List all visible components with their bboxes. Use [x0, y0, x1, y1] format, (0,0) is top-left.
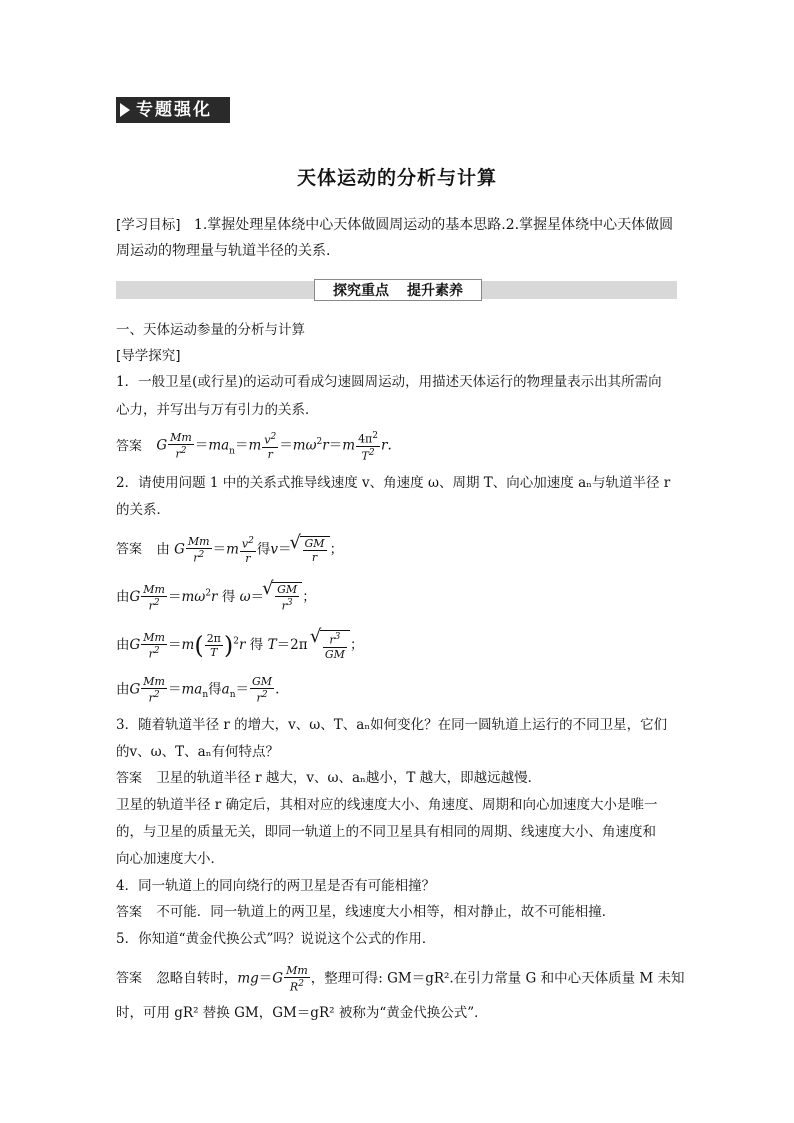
- triangle-arrow-icon: [120, 103, 130, 117]
- word-you: 由: [156, 541, 170, 558]
- answer-label: 答案: [116, 771, 143, 786]
- q3-line1: 3．随着轨道半径 r 的增大，v、ω、T、aₙ如何变化？在同一圆轨道上运行的不同卫星，它们: [116, 717, 668, 733]
- q1-line1: 1．一般卫星(或行星)的运动可看成匀速圆周运动，用描述天体运行的物理量表示出其所需向: [116, 374, 662, 390]
- q5: 5．你知道“黄金代换公式”吗？说说这个公式的作用．: [116, 931, 436, 947]
- a2-accel: 由G $\frac{Mm}{r^2}$ $=ma_n$得$a_n=$ $\frac{GM}{r^2}$ .: [116, 675, 280, 705]
- word-you: 由: [116, 588, 130, 605]
- word-de: 得: [208, 681, 222, 698]
- q2-line1: 2．请使用问题 1 中的关系式推导线速度 v、角速度 ω、周期 T、向心加速度 aₙ与轨道半径 r: [116, 475, 671, 491]
- a4: [116, 902, 615, 923]
- section-bar-label: [314, 279, 482, 301]
- word-you: 由: [116, 681, 130, 698]
- word-de: 得: [256, 541, 271, 558]
- a3-line1: [116, 768, 541, 789]
- word-de: 得: [249, 636, 264, 653]
- banner-box: [116, 97, 230, 123]
- banner-label: 专题强化: [136, 100, 212, 120]
- a1: 答案 G $\frac{Mm}{r^2}$ $=ma_n=m$ $\frac{v^2}{r}$ $=m\omega^2r=m$ $\frac{4\pi^2}{T^2}$ r.: [116, 431, 392, 463]
- word-you: 由: [116, 636, 130, 653]
- a2-omega: 由G $\frac{Mm}{r^2}$ $=m\omega^2r$ 得 ω＝ √ $\frac{GM}{r^3}$ ；: [116, 582, 316, 613]
- a3-line2: 卫星的轨道半径 r 确定后，其相对应的线速度大小、角速度、周期和向心加速度大小是唯一: [116, 797, 658, 813]
- heading-2: [导学探究]: [116, 348, 181, 364]
- goal-text: 1.掌握处理星体绕中心天体做圆周运动的基本思路.2.掌握星体绕中心天体做圆周运动的物理量与轨道半径的关系.: [116, 217, 674, 259]
- heading-1: 一、天体运动参量的分析与计算: [116, 322, 305, 338]
- q4: 4．同一轨道上的同向绕行的两卫星是否有可能相撞？: [116, 878, 436, 894]
- a5-pre: 忽略自转时，: [156, 970, 238, 987]
- section-bar: [116, 281, 677, 299]
- a2-velocity: 答案 由 G $\frac{Mm}{r^2}$ ＝m $\frac{v^2}{r}$ 得v＝ √ $\frac{GM}{r}$ ；: [116, 535, 343, 565]
- q2-line2: 的关系．: [116, 502, 170, 518]
- answer-label: 答案: [116, 905, 143, 920]
- q1-line2: 心力，并写出与万有引力的关系．: [116, 402, 319, 418]
- a3-line3: 的，与卫星的质量无关，即同一轨道上的不同卫星具有相同的周期、线速度大小、角速度和: [116, 824, 656, 840]
- a5-mid: ，整理可得: GM＝gR².在引力常量 G 和中心天体质量 M 未知: [310, 970, 685, 987]
- a4-text: 不可能．同一轨道上的两卫星，线速度大小相等，相对静止，故不可能相撞．: [156, 904, 616, 920]
- page-title: 天体运动的分析与计算: [296, 167, 497, 189]
- answer-label: 答案: [116, 971, 143, 987]
- goal-label: [学习目标]: [116, 217, 181, 233]
- section-banner: [116, 97, 237, 129]
- word-de: 得: [221, 588, 236, 605]
- a3-line4: 向心加速度大小．: [116, 851, 224, 867]
- section-bar-left: 探究重点: [333, 283, 389, 299]
- answer-label: 答案: [116, 542, 143, 558]
- answer-label: 答案: [116, 438, 143, 454]
- a5-line1: 答案 忽略自转时，mg＝G $\frac{Mm}{R^2}$ ，整理可得: GM＝gR².在引力常量 G 和中心天体质量 M 未知: [116, 964, 685, 994]
- a2-period: 由G $\frac{Mm}{r^2}$ ＝m( $\frac{2\pi}{T}$ )$^2$r 得 T＝2π √ $\frac{r^3}{GM}$ ；: [116, 630, 363, 661]
- learning-goals: [116, 212, 678, 264]
- a3-text: 卫星的轨道半径 r 越大，v、ω、aₙ越小，T 越大，即越远越慢．: [156, 770, 542, 786]
- q3-line2: 的v、ω、T、aₙ有何特点？: [116, 744, 280, 760]
- section-bar-right: 提升素养: [407, 283, 463, 299]
- a5-line2: 时，可用 gR² 替换 GM，GM＝gR² 被称为“黄金代换公式”．: [116, 1005, 488, 1021]
